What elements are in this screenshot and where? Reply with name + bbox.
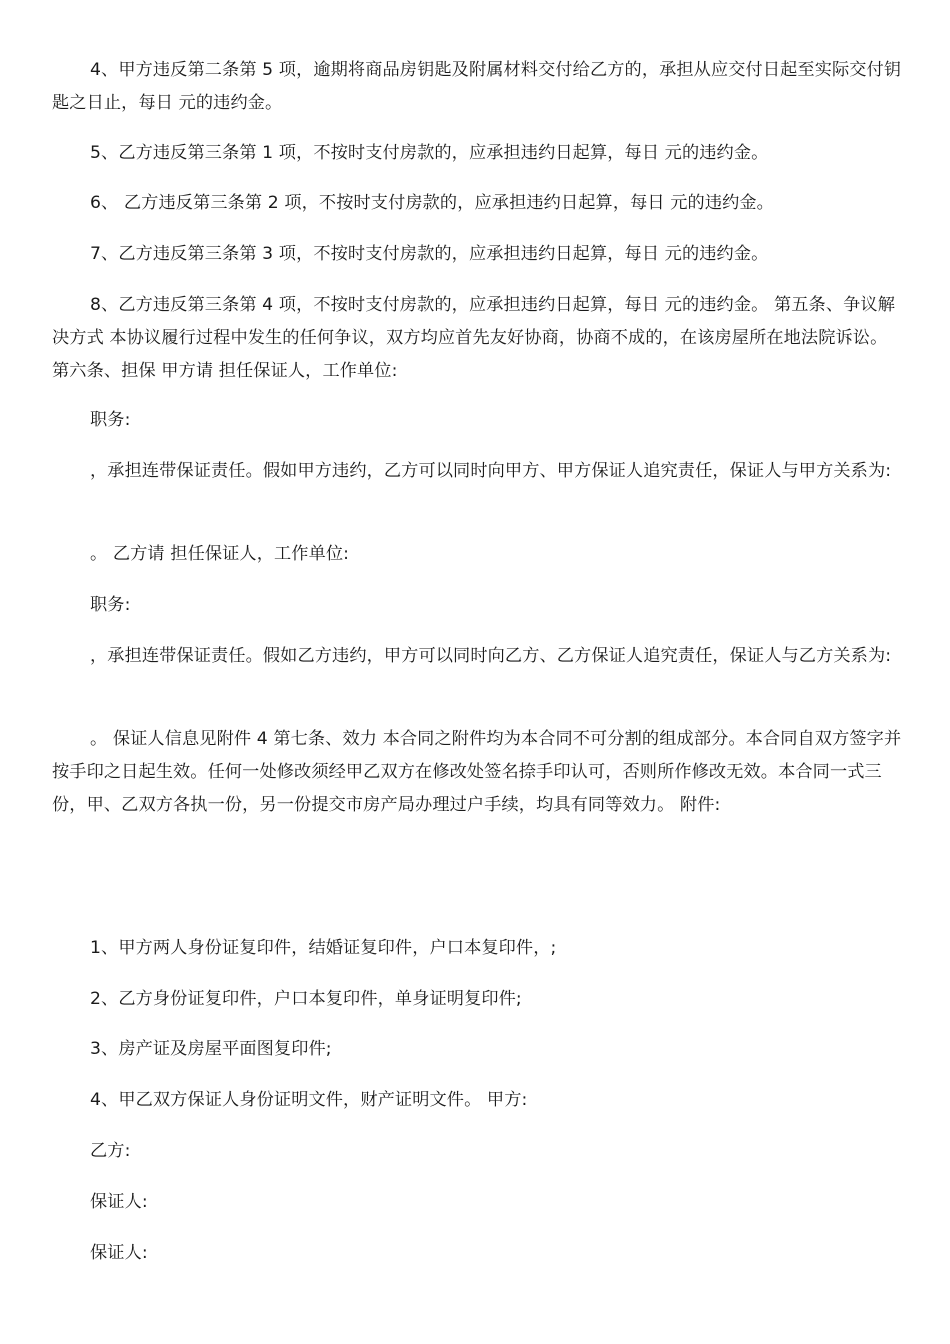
party-b-guarantor-liability: ，承担连带保证责任。假如乙方违约，甲方可以同时向乙方、乙方保证人追究责任，保证人与乙方关系为: bbox=[90, 646, 892, 666]
attachment-item-3: 3、房产证及房屋平面图复印件; bbox=[90, 1039, 332, 1059]
party-a-guarantor-position: 职务: bbox=[90, 410, 131, 430]
party-a-guarantor-liability: ，承担连带保证责任。假如甲方违约，乙方可以同时向甲方、甲方保证人追究责任，保证人与甲方关系为: bbox=[90, 461, 892, 481]
guarantor-signature-label-1: 保证人: bbox=[90, 1192, 148, 1212]
guarantor-signature-label-2: 保证人: bbox=[90, 1243, 148, 1263]
attachment-item-4-and-party-a-signature: 4、甲乙双方保证人身份证明文件，财产证明文件。 甲方: bbox=[90, 1090, 528, 1110]
attachment-item-1: 1、甲方两人身份证复印件，结婚证复印件，户口本复印件，; bbox=[90, 938, 557, 958]
clause-6-penalty: 6、 乙方违反第三条第 2 项，不按时支付房款的，应承担违约日起算，每日 元的违约金。 bbox=[90, 193, 774, 213]
party-b-guarantor-employer: 。 乙方请 担任保证人，工作单位: bbox=[90, 544, 350, 564]
clause-4-penalty: 4、甲方违反第二条第 5 项，逾期将商品房钥匙及附属材料交付给乙方的，承担从应交付日起至实际交付钥匙之日止，每日 元的违约金。 bbox=[52, 60, 902, 113]
party-b-guarantor-position: 职务: bbox=[90, 595, 131, 615]
article-7-effectiveness: 。 保证人信息见附件 4 第七条、效力 本合同之附件均为本合同不可分割的组成部分。本合同自双方签字并按手印之日起生效。任何一处修改须经甲乙双方在修改处签名捺手印认可，否则所作修改无效。本合同一式三份，甲、乙双方各执一份，另一份提交市房产局办理过户手续，均具有同等效力。 附件: bbox=[52, 729, 902, 815]
clause-5-penalty: 5、乙方违反第三条第 1 项，不按时支付房款的，应承担违约日起算，每日 元的违约金。 bbox=[90, 143, 769, 163]
party-b-signature-label: 乙方: bbox=[90, 1141, 131, 1161]
attachment-item-2: 2、乙方身份证复印件，户口本复印件，单身证明复印件; bbox=[90, 989, 522, 1009]
clause-7-penalty: 7、乙方违反第三条第 3 项，不按时支付房款的，应承担违约日起算，每日 元的违约金。 bbox=[90, 244, 769, 264]
clause-8-and-articles-5-6: 8、乙方违反第三条第 4 项，不按时支付房款的，应承担违约日起算，每日 元的违约金。 第五条、争议解决方式 本协议履行过程中发生的任何争议，双方均应首先友好协商，协商不成的，在该房屋所在地法院诉讼。 第六条、担保 甲方请 担任保证人，工作单位: bbox=[52, 295, 895, 381]
